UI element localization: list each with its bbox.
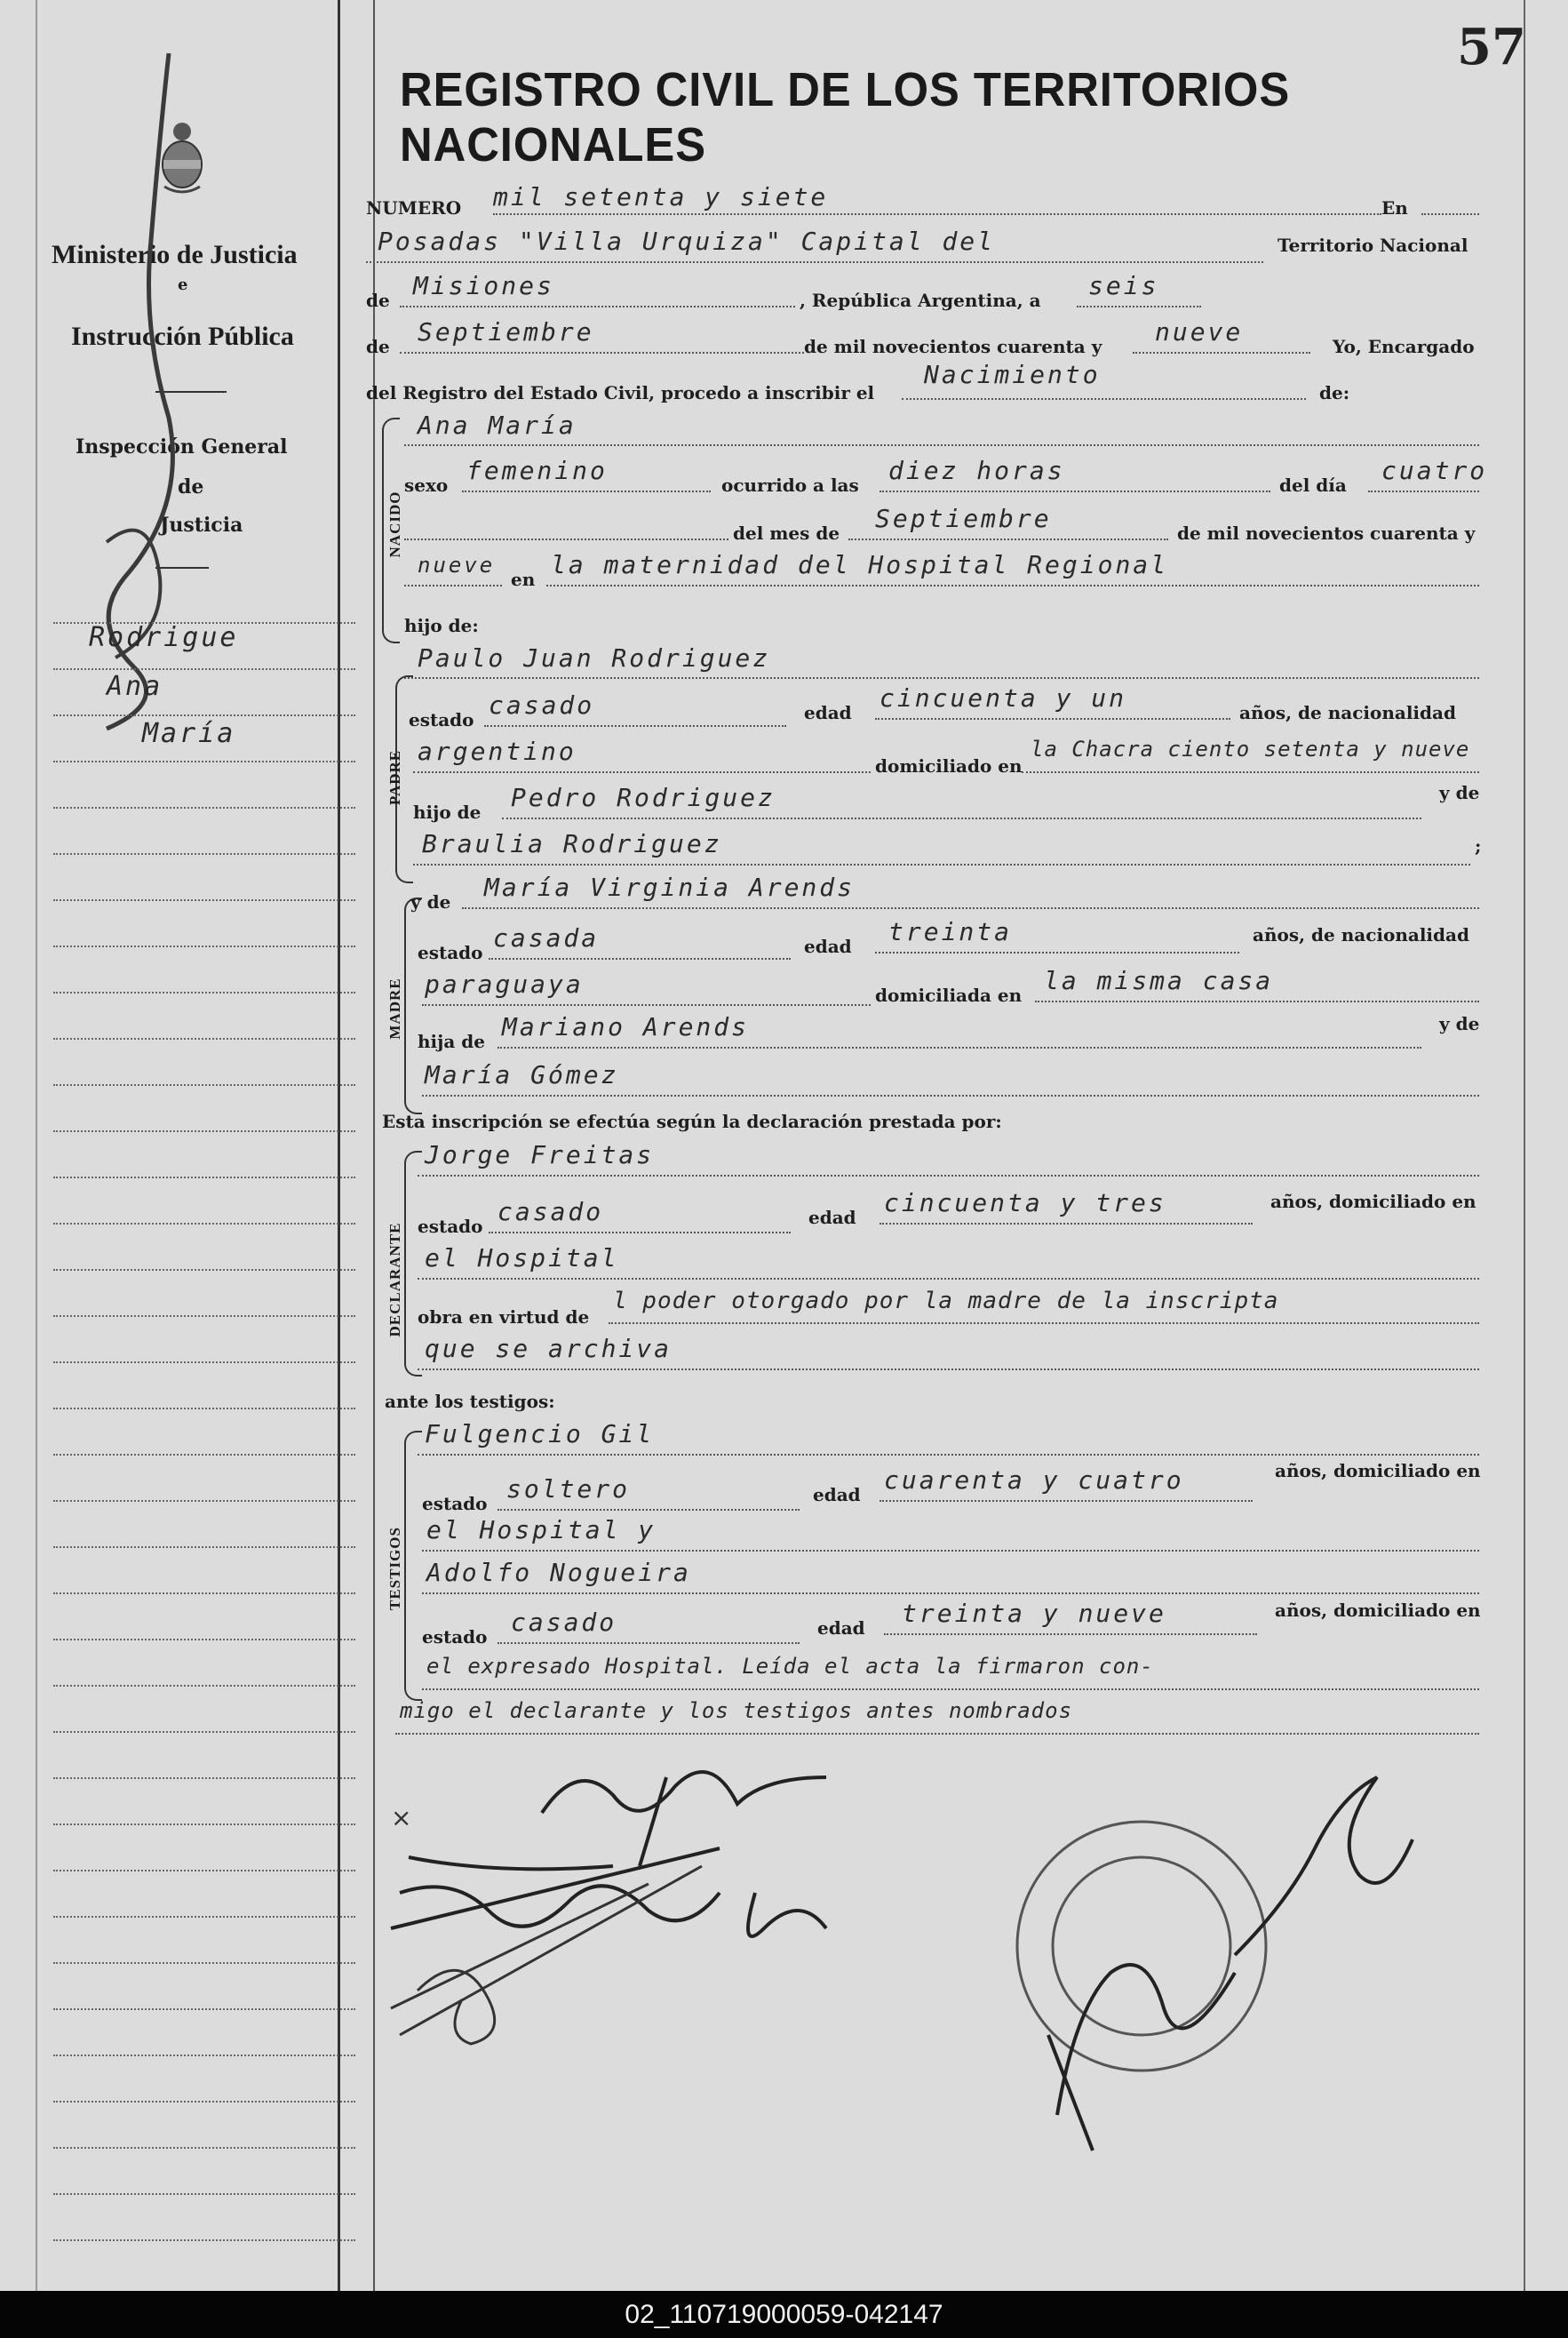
line-en <box>1421 213 1479 215</box>
margin-ruled-line <box>53 1500 355 1504</box>
margin-ruled-line <box>53 714 355 718</box>
margin-ruled-line <box>53 1823 355 1827</box>
line-sexo <box>462 491 711 492</box>
line-abuelo-pat <box>502 818 1421 819</box>
section-label-nacido: NACIDO <box>386 491 403 558</box>
label-testigo2-edad: edad <box>817 1617 865 1639</box>
signature-testigo1 <box>391 1848 826 1936</box>
margin-ruled-line <box>53 1315 355 1319</box>
value-anio-nac: nueve <box>418 553 496 578</box>
label-en: En <box>1381 197 1408 219</box>
section-label-padre: PADRE <box>386 749 403 806</box>
section-label-madre: MADRE <box>386 977 403 1040</box>
line-testigo1-nombre <box>418 1454 1479 1456</box>
value-testigo2-edad: treinta y nueve <box>902 1599 1166 1628</box>
margin-ruled-line <box>53 1685 355 1688</box>
label-madre-dom: domiciliada en <box>875 985 1023 1006</box>
value-abuela-mat: María Gómez <box>425 1060 619 1089</box>
value-mes-nac: Septiembre <box>875 504 1052 533</box>
line-numero <box>493 213 1381 215</box>
label-madre-edad: edad <box>804 936 852 957</box>
line-testigo1-edad <box>880 1500 1253 1502</box>
line-obra2 <box>418 1368 1479 1370</box>
line-declarante-estado <box>489 1232 791 1233</box>
label-padre-dom: domiciliado en <box>875 755 1023 777</box>
label-de-2: de <box>366 336 390 357</box>
margin-ruled-line <box>53 1639 355 1642</box>
line-anio-nac <box>404 585 502 586</box>
margin-ruled-line <box>53 2055 355 2058</box>
value-padre-dom: la Chacra ciento setenta y nueve <box>1031 737 1470 762</box>
line-lugar <box>366 261 1263 263</box>
margin-ruled-line <box>53 1777 355 1781</box>
value-declarante-nombre: Jorge Freitas <box>425 1140 655 1169</box>
value-anio: nueve <box>1155 317 1244 347</box>
value-cierre: migo el declarante y los testigos antes nombrados <box>400 1698 1073 1723</box>
label-testigo2-estado: estado <box>422 1626 488 1648</box>
value-acto: Nacimiento <box>924 360 1101 389</box>
value-obra2: que se archiva <box>425 1334 673 1363</box>
line-abuelo-mat <box>497 1047 1421 1049</box>
label-de-1: de <box>366 290 390 311</box>
line-obra <box>609 1322 1479 1324</box>
label-del-registro: del Registro del Estado Civil, procedo a inscribir el <box>366 382 875 403</box>
label-declarante-edad: edad <box>808 1207 856 1228</box>
margin-ruled-line <box>53 2101 355 2104</box>
value-testigo2-estado: casado <box>511 1608 617 1637</box>
signatures-area <box>382 1742 1492 2186</box>
value-obra: l poder otorgado por la madre de la inscripta <box>613 1288 1279 1314</box>
page-number: 57 <box>1457 18 1526 76</box>
value-nombre: Ana María <box>418 411 577 440</box>
value-padre-estado: casado <box>489 690 595 720</box>
label-territorio: Territorio Nacional <box>1277 235 1469 256</box>
margin-ruled-line <box>53 668 355 672</box>
margin-ruled-line <box>53 853 355 857</box>
value-mes: Septiembre <box>418 317 594 347</box>
label-en-word: en <box>511 569 536 590</box>
line-testigo2-estado <box>497 1642 800 1644</box>
line-dia-nac <box>1368 491 1479 492</box>
label-republica: , República Argentina, a <box>800 290 1041 311</box>
label-declarante-estado: estado <box>418 1216 483 1237</box>
label-yo: Yo, Encargado <box>1333 336 1475 357</box>
label-del-mes: del mes de <box>733 523 840 544</box>
value-padre-edad: cincuenta y un <box>880 683 1127 713</box>
value-madre-dom: la misma casa <box>1044 966 1274 995</box>
margin-name-given2: María <box>142 718 236 749</box>
line-territorio <box>400 306 795 307</box>
line-testigo1-dom <box>422 1550 1479 1552</box>
image-code: 02_110719000059-042147 <box>625 2300 943 2329</box>
value-madre-nombre: María Virginia Arends <box>484 873 856 902</box>
line-cierre <box>395 1733 1479 1735</box>
margin-ruled-line <box>53 1546 355 1550</box>
line-lugar-nac <box>546 585 1479 586</box>
value-madre-edad: treinta <box>888 917 1013 946</box>
label-hija-de: hija de <box>418 1031 486 1052</box>
value-declarante-dom: el Hospital <box>425 1243 619 1273</box>
margin-ruled-line <box>53 2147 355 2150</box>
inspection-line1: Inspección General <box>76 435 288 459</box>
value-territorio: Misiones <box>413 271 554 300</box>
line-padre-dom <box>1022 771 1479 773</box>
label-testigo1-anos: años, domiciliado en <box>1275 1460 1481 1481</box>
label-testigo1-estado: estado <box>422 1493 488 1514</box>
label-hijo: hijo de: <box>404 615 479 636</box>
line-mes-nac <box>848 539 1168 540</box>
margin-ruled-line <box>53 1916 355 1919</box>
value-lugar: Posadas "Villa Urquiza" Capital del <box>378 227 996 256</box>
label-semicolon: ; <box>1475 835 1482 857</box>
label-ocurrido: ocurrido a las <box>721 475 859 496</box>
margin-ruled-line <box>53 807 355 810</box>
inspection-line3: Justicia <box>160 514 243 537</box>
value-testigo1-edad: cuarenta y cuatro <box>884 1465 1184 1495</box>
label-declarante-anos: años, domiciliado en <box>1270 1191 1476 1212</box>
line-declarante-dom <box>418 1278 1479 1280</box>
line-declarante-edad <box>880 1223 1253 1225</box>
label-padre-estado: estado <box>409 709 474 730</box>
line-madre-estado <box>489 958 791 960</box>
margin-ruled-line <box>53 1870 355 1873</box>
value-abuelo-mat: Mariano Arends <box>502 1012 750 1041</box>
label-de-mil: de mil novecientos cuarenta y <box>804 336 1102 357</box>
margin-name-surname: Rodrigue <box>89 622 239 653</box>
margin-ruled-line <box>53 992 355 995</box>
margin-ruled-line <box>53 1454 355 1457</box>
margin-ruled-line <box>53 1084 355 1088</box>
value-dia-nac: cuatro <box>1381 456 1488 485</box>
line-anio <box>1133 352 1310 354</box>
label-numero: NUMERO <box>366 197 462 219</box>
label-testigo2-anos: años, domiciliado en <box>1275 1600 1481 1621</box>
label-padre-edad: edad <box>804 702 852 723</box>
line-hora <box>880 491 1270 492</box>
label-y-de-madre: y de <box>410 891 451 913</box>
margin-ruled-line <box>53 946 355 949</box>
page-title: REGISTRO CIVIL DE LOS TERRITORIOS NACIONALES <box>400 63 1291 172</box>
line-testigo2-edad <box>884 1633 1257 1635</box>
margin-ruled-line <box>53 1962 355 1966</box>
line-acto <box>902 398 1306 400</box>
value-dia: seis <box>1088 271 1159 300</box>
line-madre-edad <box>875 952 1239 954</box>
margin-ruled-line <box>53 1130 355 1134</box>
ministry-line3: Instrucción Pública <box>71 322 294 351</box>
margin-name-given1: Ana <box>107 671 163 702</box>
margin-ruled-line <box>53 1408 355 1411</box>
margin-ruled-line <box>53 1038 355 1041</box>
line-padre-nac <box>413 771 871 773</box>
signature-encargado <box>1048 1777 1413 2150</box>
value-hora: diez horas <box>888 456 1065 485</box>
label-de-mil-2: de mil novecientos cuarenta y <box>1177 523 1476 544</box>
line-mes <box>400 352 804 354</box>
value-testigo2-dom: el expresado Hospital. Leída el acta la firmaron con- <box>426 1654 1154 1679</box>
line-abuela-mat <box>422 1095 1479 1097</box>
line-madre-dom <box>1035 1001 1479 1002</box>
value-lugar-nac: la maternidad del Hospital Regional <box>551 550 1169 579</box>
value-padre-nac: argentino <box>418 737 577 766</box>
label-obra: obra en virtud de <box>418 1306 590 1328</box>
line-madre-nombre <box>462 907 1479 909</box>
margin-ruled-line <box>53 1361 355 1365</box>
ministry-line1: Ministerio de Justicia <box>52 240 298 269</box>
section-label-testigos: TESTIGOS <box>386 1527 403 1610</box>
line-testigo2-nombre <box>422 1592 1479 1594</box>
svg-text:×: × <box>391 1803 412 1832</box>
label-y-de-2: y de <box>1439 1013 1480 1034</box>
value-declarante-estado: casado <box>497 1197 604 1226</box>
label-del-dia: del día <box>1279 475 1347 496</box>
value-testigo1-nombre: Fulgencio Gil <box>425 1419 655 1448</box>
margin-ruled-line <box>53 2239 355 2243</box>
margin-ruled-line <box>53 1177 355 1180</box>
value-madre-estado: casada <box>493 923 600 953</box>
value-abuelo-pat: Pedro Rodriguez <box>511 783 776 812</box>
label-testigo1-edad: edad <box>813 1484 861 1505</box>
section-label-declarante: DECLARANTE <box>386 1222 403 1337</box>
line-blank-nac <box>404 539 728 540</box>
margin-line-main <box>338 0 340 2291</box>
margin-ruled-line <box>53 2193 355 2197</box>
line-padre-estado <box>484 725 786 727</box>
inspection-line2: de <box>178 475 204 499</box>
margin-ruled-line <box>53 1223 355 1226</box>
official-stamp <box>1017 1822 1266 2071</box>
label-madre-estado: estado <box>418 942 483 963</box>
margin-ruled-line <box>53 761 355 764</box>
value-testigo1-estado: soltero <box>506 1474 631 1504</box>
value-sexo: femenino <box>466 456 608 485</box>
margin-ruled-line <box>53 2008 355 2012</box>
label-madre-anos: años, de nacionalidad <box>1253 924 1469 946</box>
margin-ruled-line <box>53 1269 355 1273</box>
label-de-colon: de: <box>1319 382 1350 403</box>
bracket-testigos <box>404 1431 422 1701</box>
ministry-line2: e <box>178 275 188 294</box>
value-declarante-edad: cincuenta y tres <box>884 1188 1166 1217</box>
value-numero: mil setenta y siete <box>493 182 829 211</box>
line-declarante-nombre <box>418 1175 1479 1177</box>
bracket-madre <box>404 898 422 1114</box>
signature-declarante <box>409 1772 826 1869</box>
label-y-de-1: y de <box>1439 782 1480 803</box>
label-hijo-de: hijo de <box>413 802 482 823</box>
line-nombre <box>404 444 1479 446</box>
line-padre-nombre <box>404 677 1479 679</box>
label-ante: ante los testigos: <box>385 1391 555 1412</box>
line-testigo2-dom <box>422 1688 1479 1690</box>
margin-ruled-line <box>53 1731 355 1735</box>
line-dia <box>1077 306 1201 307</box>
line-padre-edad <box>875 718 1230 720</box>
line-madre-nac <box>422 1004 871 1006</box>
value-abuela-pat: Braulia Rodriguez <box>422 829 722 858</box>
margin-ruled-line <box>53 622 355 626</box>
bracket-declarante <box>404 1151 422 1376</box>
label-padre-anos: años, de nacionalidad <box>1239 702 1456 723</box>
line-abuela-pat <box>413 864 1470 866</box>
value-testigo1-dom: el Hospital y <box>426 1515 657 1544</box>
value-testigo2-nombre: Adolfo Nogueira <box>426 1558 691 1587</box>
label-sexo: sexo <box>404 475 449 496</box>
right-edge-line <box>1524 0 1525 2291</box>
label-inscripcion: Esta inscripción se efectúa según la declaración prestada por: <box>382 1111 1002 1132</box>
line-testigo1-estado <box>497 1509 800 1511</box>
margin-ruled-line <box>53 899 355 903</box>
value-madre-nac: paraguaya <box>425 970 584 999</box>
value-padre-nombre: Paulo Juan Rodriguez <box>418 643 771 673</box>
footer-bar <box>0 2291 1568 2338</box>
signature-testigo2 <box>391 1866 702 2044</box>
margin-ruled-line <box>53 1592 355 1596</box>
margin-line-left <box>36 0 37 2291</box>
